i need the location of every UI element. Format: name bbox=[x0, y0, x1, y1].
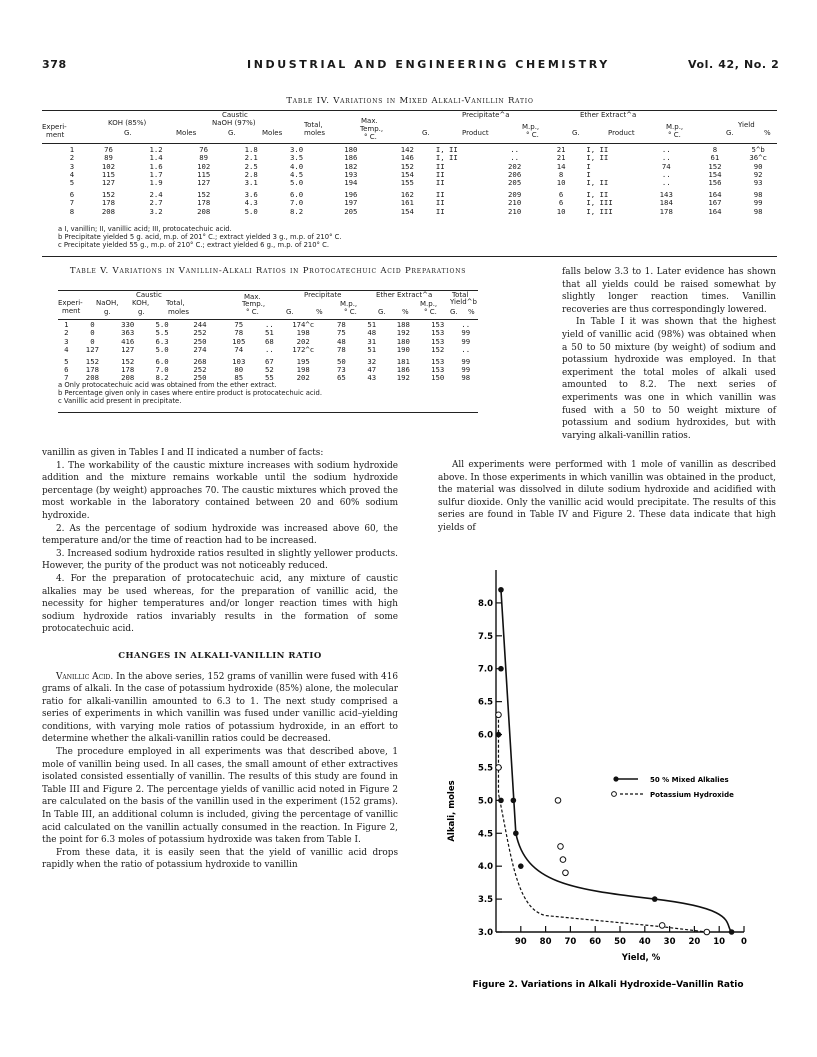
data-point bbox=[560, 857, 566, 863]
y-tick-label: 7.5 bbox=[477, 631, 493, 642]
table-cell: 76 bbox=[104, 145, 113, 154]
table-cell: .. bbox=[661, 145, 671, 154]
table-cell: 67 bbox=[265, 356, 274, 366]
table-cell: 192 bbox=[396, 373, 410, 383]
fact-3: 3. Increased sodium hydroxide ratios resulted in slightly yellower products. However, the purity of the product was not noticeably reduced. bbox=[42, 548, 398, 572]
x-tick-label: 30 bbox=[663, 937, 676, 947]
table-cell: 43 bbox=[367, 373, 377, 383]
table-cell: 182 bbox=[344, 161, 358, 171]
data-point bbox=[729, 929, 735, 935]
table-cell: 99 bbox=[461, 328, 471, 338]
table-cell: 274 bbox=[193, 344, 207, 354]
y-tick-label: 5.5 bbox=[477, 763, 493, 774]
table-cell: I, II bbox=[586, 153, 609, 163]
table-cell: 194 bbox=[344, 178, 358, 188]
table4-footnotes: a I, vanillin; II, vanillic acid; III, protocatechuic acid. b Precipitate yielded 5 g. acid, m.p. of 201° C.; extract yielded 3 g., m.p. of 210° C. c Precipitate yielded 55 g., m.p. of 210° C.; extract yielded 6 g., m.p. of 210° C. bbox=[58, 225, 342, 249]
series-mixed-alkalies-line bbox=[501, 590, 732, 932]
table-cell: 210 bbox=[508, 198, 522, 208]
table-cell: 152 bbox=[431, 344, 445, 354]
table-cell: 3 bbox=[64, 336, 69, 346]
table4-head-rule bbox=[42, 143, 777, 144]
table-cell: 73 bbox=[337, 365, 346, 375]
x-tick-label: 0 bbox=[741, 937, 747, 947]
table-cell: 1.4 bbox=[149, 153, 163, 163]
table-cell: 80 bbox=[234, 365, 244, 375]
table-cell: 78 bbox=[337, 344, 346, 354]
table-cell: 47 bbox=[367, 365, 377, 375]
run-in-heading: Vanillic Acid. bbox=[56, 671, 114, 682]
table-cell: 2 bbox=[69, 153, 75, 163]
data-point bbox=[659, 923, 665, 929]
x-tick-label: 60 bbox=[589, 937, 602, 947]
table-cell: 6 bbox=[64, 365, 69, 375]
table-cell: 161 bbox=[400, 198, 414, 208]
y-axis-label: Alkali, moles bbox=[447, 780, 457, 842]
table-cell: 90 bbox=[753, 161, 763, 171]
table-cell: 74 bbox=[234, 344, 244, 354]
table-cell: 198 bbox=[296, 365, 310, 375]
x-tick-label: 40 bbox=[638, 937, 651, 947]
table-cell: 6 bbox=[558, 190, 564, 200]
table-cell: 190 bbox=[396, 344, 410, 354]
table-cell: 127 bbox=[197, 178, 211, 188]
table-cell: 21 bbox=[556, 145, 566, 154]
table-cell: 102 bbox=[197, 161, 211, 171]
table-cell: II bbox=[435, 161, 445, 171]
table-cell: 150 bbox=[431, 373, 445, 383]
table-cell: .. bbox=[661, 169, 671, 179]
section-heading: CHANGES IN ALKALI-VANILLIN RATIO bbox=[118, 650, 322, 661]
table-cell: 89 bbox=[104, 153, 113, 163]
table-cell: 192 bbox=[396, 328, 410, 338]
table-cell: II bbox=[435, 178, 445, 188]
volume-label: Vol. 42, No. 2 bbox=[688, 58, 780, 71]
x-tick-label: 70 bbox=[564, 937, 577, 947]
table-cell: 6 bbox=[69, 190, 75, 200]
table-cell: 5 bbox=[69, 178, 75, 188]
table-cell: 8.2 bbox=[290, 206, 304, 216]
fact-1: 1. The workability of the caustic mixture increases with sodium hydroxide addition and the mixture remains workable until the sodium hydroxide percentage (by weight) approaches 70. The caustic mixtures which proved the most workable in the laboratory contained between 20 and 60% sodium hydroxide. bbox=[42, 460, 398, 521]
table-cell: .. bbox=[265, 344, 274, 354]
table-cell: 3.2 bbox=[149, 206, 163, 216]
table-cell: 48 bbox=[337, 336, 346, 346]
table-cell: 1.8 bbox=[244, 145, 258, 154]
y-tick-label: 5.0 bbox=[477, 796, 493, 807]
table-cell: 167 bbox=[708, 198, 722, 208]
data-point bbox=[498, 587, 504, 593]
table-cell: 78 bbox=[234, 328, 244, 338]
table-cell: 162 bbox=[400, 190, 414, 200]
table-cell: 250 bbox=[193, 336, 207, 346]
table-cell: 31 bbox=[367, 336, 377, 346]
table-cell: I, III bbox=[586, 206, 613, 216]
table-cell: 1.6 bbox=[149, 161, 163, 171]
y-tick-label: 3.5 bbox=[477, 895, 493, 906]
table-cell: .. bbox=[510, 153, 520, 163]
table-cell: 36^c bbox=[749, 153, 767, 163]
series-potassium-hydroxide-line bbox=[498, 715, 706, 932]
table-cell: 363 bbox=[121, 328, 135, 338]
table-cell: .. bbox=[510, 145, 520, 154]
table-cell: I, II bbox=[435, 145, 458, 154]
table-cell: 154 bbox=[400, 169, 414, 179]
fact-4: 4. For the preparation of protocatechuic acid, any mixture of caustic alkalies may be used whereas, for the preparation of vanillic acid, the necessity for higher temperatures and/or longer reaction times with high sodium hydroxide ratios invariably results in the formation of some protocatechuic acid. bbox=[42, 573, 398, 635]
legend-label: Potassium Hydroxide bbox=[650, 791, 734, 799]
paragraph-1: In the above series, 152 grams of vanillin were fused with 416 grams of alkali. In the case of potassium hydroxide (85%) alone, the molecular ratio for alkali-vanillin amounted to 6.3 to 1. The next study comprised a series of experiments in which vanillin was fused under vanillic acid–yielding conditions, with varying mole ratios of potassium hydroxide, in an effort to determine whether the alkali-vanillin ratios could be decreased. bbox=[42, 671, 398, 745]
table-cell: 146 bbox=[400, 153, 414, 163]
table-cell: 3.5 bbox=[290, 153, 304, 163]
data-point bbox=[496, 765, 502, 771]
table-cell: 5.0 bbox=[290, 178, 304, 188]
table-cell: 152 bbox=[400, 161, 414, 171]
table-cell: 5.0 bbox=[155, 320, 169, 329]
table-cell: 2.5 bbox=[244, 161, 258, 171]
paragraph-3: From these data, it is easily seen that the yield of vanillic acid drops rapidly when the ratio of potassium hydroxide to vanillin bbox=[42, 847, 398, 871]
table5-caption: Table V. Variations in Vanillin-Alkali Ratios in Protocatechuic Acid Preparations bbox=[69, 266, 467, 276]
table-cell: 2.4 bbox=[149, 190, 163, 200]
table-cell: 250 bbox=[193, 373, 207, 383]
table-cell: 143 bbox=[659, 190, 673, 200]
table-cell: 61 bbox=[710, 153, 720, 163]
table-cell: 178 bbox=[659, 206, 673, 216]
table-cell: 127 bbox=[121, 344, 135, 354]
data-point bbox=[652, 896, 658, 902]
table-cell: I, III bbox=[586, 198, 613, 208]
table-cell: 208 bbox=[85, 373, 99, 383]
table-cell: 209 bbox=[508, 190, 522, 200]
table-cell: 330 bbox=[121, 320, 135, 329]
data-point bbox=[704, 929, 710, 935]
table-cell: 0 bbox=[90, 328, 95, 338]
left-column-text bbox=[42, 447, 398, 872]
table-cell: 48 bbox=[367, 328, 377, 338]
table-cell: .. bbox=[461, 320, 471, 329]
table-cell: 10 bbox=[556, 178, 566, 188]
table4-bottom-rule bbox=[42, 256, 777, 257]
table-cell: 153 bbox=[431, 320, 445, 329]
table-cell: II bbox=[435, 169, 445, 179]
data-point bbox=[518, 863, 524, 869]
table5-body bbox=[58, 321, 478, 383]
y-tick-label: 6.0 bbox=[477, 730, 493, 741]
table-cell: 180 bbox=[344, 145, 358, 154]
data-point bbox=[511, 798, 517, 804]
table-cell: 3.6 bbox=[244, 190, 258, 200]
table-cell: 51 bbox=[367, 320, 377, 329]
table-cell: 5.5 bbox=[155, 328, 169, 338]
right-column-paragraph: All experiments were performed with 1 mole of vanillin as described above. In those experiments in which vanillin was obtained in the product, the material was dissolved in dilute sodium hydroxide and acidified with sulfur dioxide. Only the vanillic acid would precipitate. The results of this series are found in Table IV and Figure 2. These data indicate that high yields of bbox=[438, 460, 776, 533]
table-cell: 4 bbox=[69, 169, 75, 179]
table-cell: 193 bbox=[344, 169, 358, 179]
page-number: 378 bbox=[42, 58, 67, 71]
table-cell: 181 bbox=[396, 356, 410, 366]
table-cell: 164 bbox=[708, 206, 722, 216]
table-cell: 152 bbox=[101, 190, 116, 200]
data-point bbox=[513, 830, 519, 836]
table-cell: I, II bbox=[586, 145, 609, 154]
table-cell: 8 bbox=[712, 145, 718, 154]
table-cell: 2 bbox=[64, 328, 69, 338]
table-cell: 202 bbox=[296, 373, 310, 383]
table-cell: 206 bbox=[508, 169, 522, 179]
table-cell: 188 bbox=[396, 320, 410, 329]
table-cell: 4.0 bbox=[290, 161, 304, 171]
figure-2-chart bbox=[438, 560, 778, 1038]
table-cell: 197 bbox=[344, 198, 358, 208]
table-cell: 244 bbox=[193, 320, 207, 329]
table-cell: 0 bbox=[90, 336, 95, 346]
table-cell: 65 bbox=[337, 373, 346, 383]
data-point bbox=[496, 732, 502, 738]
table-cell: 153 bbox=[431, 365, 445, 375]
table-cell: 154 bbox=[708, 169, 722, 179]
table-cell: 98 bbox=[753, 190, 763, 200]
table-cell: 127 bbox=[101, 178, 116, 188]
y-tick-label: 8.0 bbox=[477, 598, 493, 609]
table-cell: .. bbox=[661, 178, 671, 188]
table4-body bbox=[62, 146, 777, 216]
table-cell: 4.3 bbox=[244, 198, 258, 208]
table-cell: 208 bbox=[101, 206, 116, 216]
fact-2: 2. As the percentage of sodium hydroxide was increased above 60, the temperature and/or the time of reaction had to be increased. bbox=[42, 523, 398, 547]
table-cell: 99 bbox=[461, 336, 471, 346]
table-cell: 202 bbox=[508, 161, 522, 171]
table-cell: 2.8 bbox=[244, 169, 258, 179]
data-point bbox=[496, 712, 502, 718]
data-point bbox=[558, 844, 564, 850]
table-cell: 99 bbox=[461, 365, 471, 375]
table-cell: 103 bbox=[232, 356, 246, 366]
y-tick-label: 3.0 bbox=[477, 928, 493, 938]
legend-marker bbox=[612, 792, 617, 797]
table-cell: 186 bbox=[396, 365, 410, 375]
table-cell: 5^b bbox=[751, 145, 765, 154]
data-point bbox=[555, 798, 561, 804]
table-cell: 172^c bbox=[292, 344, 315, 354]
table-cell: II bbox=[435, 206, 445, 216]
table-cell: 52 bbox=[265, 365, 274, 375]
table-cell: 252 bbox=[193, 365, 207, 375]
table-cell: 164 bbox=[708, 190, 722, 200]
table-cell: 7 bbox=[69, 198, 75, 208]
table-cell: 1.9 bbox=[149, 178, 163, 188]
x-axis-label: Yield, % bbox=[621, 953, 661, 963]
table-cell: 98 bbox=[753, 206, 763, 216]
y-tick-label: 7.0 bbox=[477, 664, 493, 675]
table-cell: 85 bbox=[234, 373, 244, 383]
data-point bbox=[498, 666, 504, 672]
table-cell: 7.0 bbox=[155, 365, 169, 375]
table-cell: 7 bbox=[64, 373, 69, 383]
journal-title: INDUSTRIAL AND ENGINEERING CHEMISTRY bbox=[247, 58, 610, 71]
y-tick-label: 4.0 bbox=[477, 862, 493, 873]
legend-marker bbox=[613, 776, 618, 781]
table-cell: 32 bbox=[367, 356, 377, 366]
table-cell: 68 bbox=[265, 336, 274, 346]
y-tick-label: 4.5 bbox=[477, 829, 493, 840]
table5-header: Caustic Max. Precipitate Ether Extract^a Total Yield^b Experi- ment NaOH, KOH, Total, Temp., g. g. moles ° C. G. % M.p., ° C. G. % M.p., ° C. G. % bbox=[58, 291, 477, 316]
table-cell: 6.0 bbox=[290, 190, 304, 200]
table-cell: 154 bbox=[400, 206, 414, 216]
table-cell: 92 bbox=[753, 169, 763, 179]
table-cell: .. bbox=[265, 320, 274, 329]
table-cell: 1.2 bbox=[149, 145, 163, 154]
table-cell: II bbox=[435, 198, 445, 208]
table-cell: 416 bbox=[121, 336, 135, 346]
table-cell: II bbox=[435, 190, 445, 200]
table4-header: Caustic Max. Precipitate^a Ether Extract^a Experi- ment KOH (85%) NaOH (97%) Total, moles Temp., ° C. G. Moles G. Moles G. Product M.p., ° C. G. Product M.p., ° C. Yield G. % bbox=[42, 111, 771, 141]
table-cell: 105 bbox=[232, 336, 246, 346]
x-tick-label: 90 bbox=[514, 937, 527, 947]
table-cell: 6.0 bbox=[155, 356, 169, 366]
table-cell: 3.0 bbox=[290, 145, 304, 154]
table-cell: 152 bbox=[85, 356, 99, 366]
table-cell: 268 bbox=[193, 356, 207, 366]
table5-bottom-rule bbox=[58, 412, 478, 413]
table-cell: 178 bbox=[85, 365, 99, 375]
table-cell: 196 bbox=[344, 190, 358, 200]
table-cell: 0 bbox=[90, 320, 95, 329]
table-cell: 5.0 bbox=[244, 206, 258, 216]
x-tick-label: 80 bbox=[539, 937, 552, 947]
table-cell: 180 bbox=[396, 336, 410, 346]
table-cell: 6.3 bbox=[155, 336, 169, 346]
table-cell: 99 bbox=[753, 198, 763, 208]
table-cell: 3 bbox=[69, 161, 75, 171]
table5-footnotes: a Only protocatechuic acid was obtained from the ether extract. b Percentage given only in cases where entire product is protocatechuic acid. c Vanillic acid present in precipitate. bbox=[58, 381, 323, 405]
table-cell: .. bbox=[661, 153, 671, 163]
table-cell: 74 bbox=[661, 161, 671, 171]
table-cell: 152 bbox=[708, 161, 722, 171]
table-cell: 127 bbox=[85, 344, 99, 354]
table-cell: 75 bbox=[337, 328, 346, 338]
table-cell: 2.1 bbox=[244, 153, 258, 163]
table-cell: 174^c bbox=[292, 320, 315, 329]
table-cell: 10 bbox=[556, 206, 566, 216]
table-cell: 6 bbox=[558, 198, 564, 208]
table4-caption: Table IV. Variations in Mixed Alkali-Vanillin Ratio bbox=[286, 96, 534, 106]
table-cell: I bbox=[586, 161, 591, 171]
x-tick-label: 20 bbox=[688, 937, 701, 947]
table-cell: 5.0 bbox=[155, 344, 169, 354]
table-cell: 208 bbox=[121, 373, 135, 383]
table-cell: 21 bbox=[556, 153, 566, 163]
table-cell: 78 bbox=[337, 320, 346, 329]
table-cell: 152 bbox=[121, 356, 135, 366]
table-cell: 7.0 bbox=[290, 198, 304, 208]
right-column-top-text: falls below 3.3 to 1. Later evidence has shown that all yields could be raised somewhat by slightly longer reaction times. Vanillin recoveries are thus correspondingly lowered. In Table I it was shown that the highest yield of vanillic acid (98%) was obtained when a 50 to 50 mixture (by weight) of sodium and potassium hydroxide was employed. In that experiment the total moles of alkali used amounted to 8.2. The next series of experiments was one in which vanillin was fused with a 50 to 50 weight mixture of potassium and sodium hydroxides, but with varying alkali-vanillin ratios. bbox=[562, 267, 776, 441]
table-cell: 14 bbox=[556, 161, 566, 171]
table-cell: I bbox=[586, 169, 591, 179]
table-cell: 178 bbox=[121, 365, 135, 375]
table-cell: 89 bbox=[199, 153, 209, 163]
table-cell: 93 bbox=[753, 178, 763, 188]
table-cell: 4 bbox=[64, 344, 69, 354]
table-cell: 3.1 bbox=[244, 178, 258, 188]
legend-label: 50 % Mixed Alkalies bbox=[650, 776, 729, 784]
table-cell: 8.2 bbox=[155, 373, 169, 383]
table-cell: 51 bbox=[265, 328, 274, 338]
table-cell: 156 bbox=[708, 178, 722, 188]
figure-caption: Figure 2. Variations in Alkali Hydroxide–Vanillin Ratio bbox=[472, 980, 744, 990]
table-cell: 142 bbox=[400, 145, 414, 154]
table-cell: 5 bbox=[64, 356, 69, 366]
table-cell: 99 bbox=[461, 356, 471, 366]
table-cell: 186 bbox=[344, 153, 358, 163]
table-cell: 98 bbox=[461, 373, 471, 383]
table-cell: I, II bbox=[435, 153, 458, 163]
table-cell: 50 bbox=[337, 356, 346, 366]
y-tick-label: 6.5 bbox=[477, 697, 493, 708]
table-cell: 155 bbox=[400, 178, 414, 188]
table-cell: 153 bbox=[431, 356, 445, 366]
table-cell: 202 bbox=[296, 336, 310, 346]
table-cell: 152 bbox=[197, 190, 211, 200]
x-tick-label: 50 bbox=[614, 937, 626, 947]
table-cell: 1.7 bbox=[149, 169, 163, 179]
table-cell: 102 bbox=[101, 161, 116, 171]
table-cell: 184 bbox=[659, 198, 673, 208]
table-cell: 4.5 bbox=[290, 169, 304, 179]
table-row bbox=[62, 208, 777, 216]
table-cell: 205 bbox=[508, 178, 522, 188]
table-cell: 1 bbox=[69, 145, 75, 154]
data-point bbox=[563, 870, 569, 876]
table-cell: 178 bbox=[197, 198, 211, 208]
table-cell: 1 bbox=[64, 320, 69, 329]
table-cell: 51 bbox=[367, 344, 377, 354]
table-cell: 2.7 bbox=[149, 198, 163, 208]
table-cell: 205 bbox=[344, 206, 358, 216]
table-cell: 178 bbox=[101, 198, 116, 208]
table-cell: 8 bbox=[558, 169, 564, 179]
table-cell: .. bbox=[461, 344, 471, 354]
table-cell: 252 bbox=[193, 328, 207, 338]
table-cell: 115 bbox=[197, 169, 211, 179]
table-cell: 195 bbox=[296, 356, 310, 366]
table-cell: 153 bbox=[431, 328, 445, 338]
table-cell: 8 bbox=[69, 206, 75, 216]
data-point bbox=[498, 798, 504, 804]
table-cell: I, II bbox=[586, 190, 609, 200]
table-cell: 153 bbox=[431, 336, 445, 346]
table-cell: 75 bbox=[234, 320, 244, 329]
paragraph-2: The procedure employed in all experiments was that described above, 1 mole of vanillin being used. In all cases, the small amount of ether extractives isolated consisted essentially of vanillin. The results of this study are found in Table III and Figure 2. The percentage yields of vanillic acid noted in Figure 2 are calculated on the basis of the vanillin used in the experiment (152 grams). In Table III, an additional column is included, giving the percentage of vanillic acid calculated on the vanillin actually consumed in the reaction. In Figure 2, the point for 6.3 moles of potassium hydroxide was taken from Table I. bbox=[42, 747, 398, 846]
table-cell: 76 bbox=[199, 145, 209, 154]
table-cell: 198 bbox=[296, 328, 310, 338]
table-cell: 55 bbox=[265, 373, 274, 383]
table-cell: 210 bbox=[508, 206, 522, 216]
x-tick-label: 10 bbox=[713, 937, 726, 947]
table-cell: 208 bbox=[197, 206, 211, 216]
table-cell: 115 bbox=[101, 169, 116, 179]
table-cell: I, II bbox=[586, 178, 609, 188]
intro-sentence: vanillin as given in Tables I and II indicated a number of facts: bbox=[42, 448, 324, 458]
